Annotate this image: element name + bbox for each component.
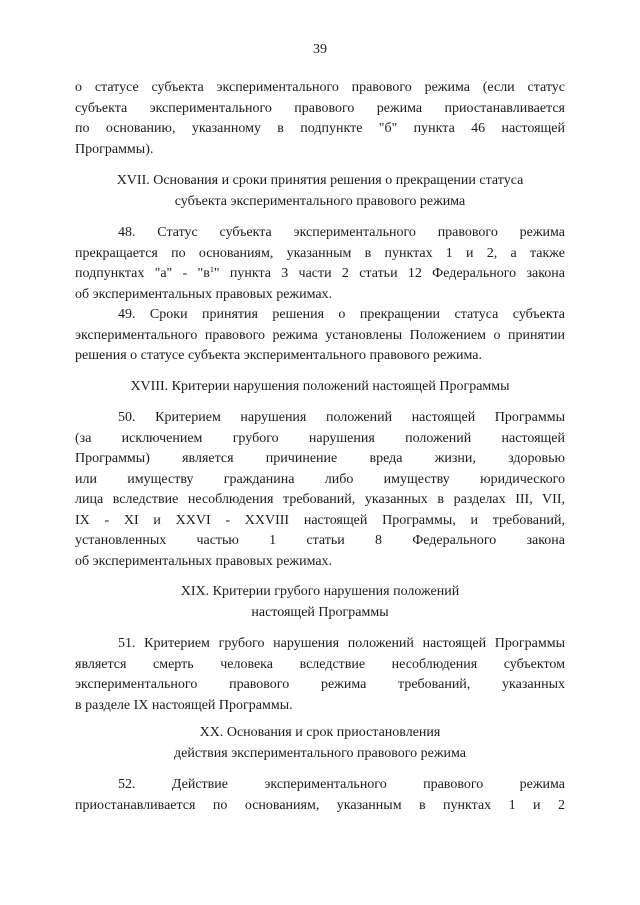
heading-line: XVIII. Критерии нарушения положений настоящей Программы [130,378,510,394]
page-number: 39 [313,42,327,57]
text-line: об экспериментальных правовых режимах. [75,553,333,569]
text-line: (за исключением грубого нарушения положений настоящей [75,430,565,446]
paragraph [75,78,565,160]
text-line: субъекта экспериментального правового режима приостанавливается [75,100,565,116]
text-line: Программы). [75,141,154,157]
text-line: 52. Действие экспериментального правового режима [118,777,565,792]
text-line: 50. Критерием нарушения положений настоящей Программы [118,410,565,425]
section-heading [75,723,565,764]
paragraph [75,775,565,816]
text-line: прекращается по основаниям, указанным в пунктах 1 и 2, а также [75,245,565,261]
text-line: подпунктах "а" - "$в^1$" пункта 3 части 2 статьи 12 Федерального закона [75,265,566,281]
paragraph [75,223,565,305]
spacer [75,764,565,775]
section-heading [75,377,565,398]
spacer [75,212,565,223]
heading-line: субъекта экспериментального правового режима [174,193,466,209]
section-heading [75,582,565,623]
paragraph [75,634,565,716]
text-line: установленных частью 1 статьи 8 Федерального закона [75,533,565,548]
text-line: 49. Сроки принятия решения о прекращении статуса субъекта [118,307,565,322]
paragraph [75,305,565,367]
heading-line: действия экспериментального правового режима [173,745,466,761]
spacer [75,572,565,582]
text-line: экспериментального правового режима установлены Положением о принятии [75,327,565,343]
text-line: о статусе субъекта экспериментального правового режима (если статус [75,80,565,95]
text-line: экспериментального правового режима требований, указанных [75,677,565,692]
text-line: приостанавливается по основаниям, указанным в пунктах 1 и 2 [75,797,565,813]
text-line: об экспериментальных правовых режимах. [75,286,333,302]
spacer [75,397,565,408]
text-line: лица вследствие несоблюдения требований, указанных в разделах III, VII, [75,492,565,507]
section-heading [75,171,565,212]
heading-line: XX. Основания и срок приостановления [199,725,441,740]
spacer [75,623,565,634]
heading-line: настоящей Программы [251,604,389,620]
text-line: является смерть человека вследствие несоблюдения субъектом [75,656,565,672]
heading-line: XIX. Критерии грубого нарушения положений [180,584,460,599]
paragraph [75,408,565,572]
spacer [75,716,565,723]
text-line: по основанию, указанному в подпункте "б" пункта 46 настоящей [75,121,565,136]
text-line: 48. Статус субъекта экспериментального правового режима [118,225,565,240]
superscript: 1 [209,265,214,274]
text-line: IX - XI и XXVI - XXVIII настоящей Программы, и требований, [75,512,565,528]
text-line: в разделе IX настоящей Программы. [75,697,293,713]
text-line: решения о статусе субъекта экспериментального правового режима. [75,348,483,363]
text-line: 51. Критерием грубого нарушения положений настоящей Программы [118,636,565,651]
text-line: или имуществу гражданина либо имуществу юридического [75,471,565,487]
text-line: Программы) является причинение вреда жизни, здоровью [75,451,565,466]
spacer [75,367,565,377]
document-body [75,78,565,816]
heading-line: XVII. Основания и сроки принятия решения о прекращении статуса [116,173,524,188]
spacer [75,160,565,171]
